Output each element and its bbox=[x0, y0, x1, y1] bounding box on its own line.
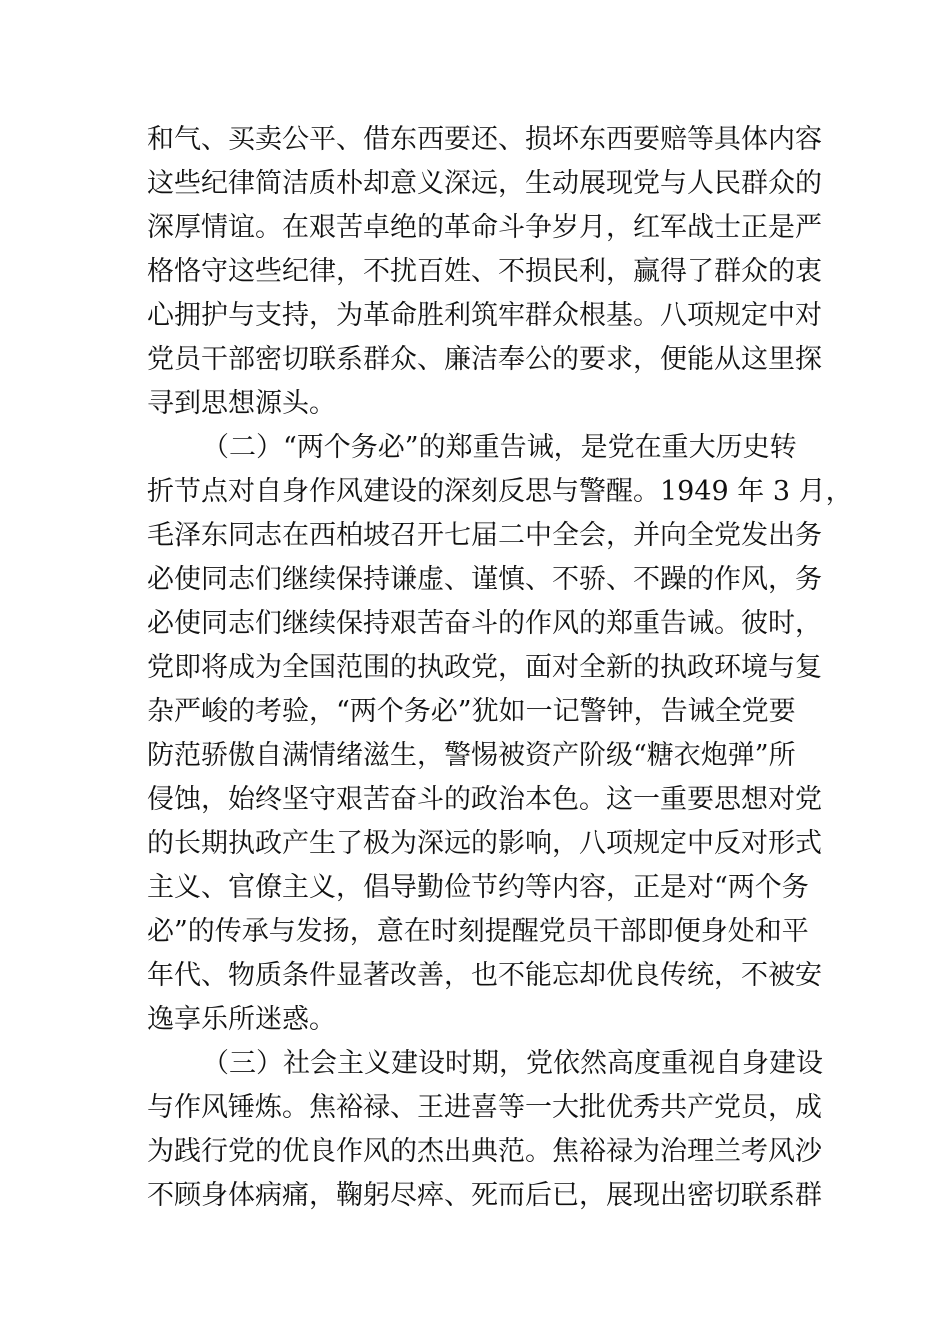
text-line: 主义、官僚主义，倡导勤俭节约等内容，正是对“两个务 bbox=[147, 872, 809, 903]
text-line: 防范骄傲自满情绪滋生，警惕被资产阶级“糖衣炮弹”所 bbox=[147, 740, 796, 771]
text-line: 年代、物质条件显著改善，也不能忘却优良传统，不被安 bbox=[147, 960, 822, 991]
paragraph-first-line: （二）“两个务必”的郑重告诫，是党在重大历史转 bbox=[202, 432, 797, 463]
text-line: 和气、买卖公平、借东西要还、损坏东西要赔等具体内容 bbox=[147, 124, 822, 155]
text-line: 杂严峻的考验，“两个务必”犹如一记警钟，告诫全党要 bbox=[147, 696, 796, 727]
text-line: 逸享乐所迷惑。 bbox=[147, 1004, 336, 1035]
text-line: 侵蚀，始终坚守艰苦奋斗的政治本色。这一重要思想对党 bbox=[147, 784, 822, 815]
text-line: 毛泽东同志在西柏坡召开七届二中全会，并向全党发出务 bbox=[147, 520, 822, 551]
text-line: 心拥护与支持，为革命胜利筑牢群众根基。八项规定中对 bbox=[147, 300, 822, 331]
text-line: 与作风锤炼。焦裕禄、王进喜等一大批优秀共产党员，成 bbox=[147, 1092, 822, 1123]
text-line: 必”的传承与发扬，意在时刻提醒党员干部即便身处和平 bbox=[147, 916, 809, 947]
text-line: 党即将成为全国范围的执政党，面对全新的执政环境与复 bbox=[147, 652, 822, 683]
text-line: 格恪守这些纪律，不扰百姓、不损民利，赢得了群众的衷 bbox=[147, 256, 822, 287]
text-line: 不顾身体病痛，鞠躬尽瘁、死而后已，展现出密切联系群 bbox=[147, 1180, 822, 1211]
text-line: 必使同志们继续保持艰苦奋斗的作风的郑重告诫。彼时， bbox=[147, 608, 822, 639]
text-line: 党员干部密切联系群众、廉洁奉公的要求，便能从这里探 bbox=[147, 344, 822, 375]
text-line: 寻到思想源头。 bbox=[147, 388, 336, 419]
body-text bbox=[147, 118, 853, 1218]
text-line: 深厚情谊。在艰苦卓绝的革命斗争岁月，红军战士正是严 bbox=[147, 212, 822, 243]
text-line: 折节点对自身作风建设的深刻反思与警醒。1949 年 3 月， bbox=[147, 476, 853, 507]
text-line: 必使同志们继续保持谦虚、谨慎、不骄、不躁的作风，务 bbox=[147, 564, 822, 595]
text-line: 这些纪律简洁质朴却意义深远，生动展现党与人民群众的 bbox=[147, 168, 822, 199]
paragraph-first-line: （三）社会主义建设时期，党依然高度重视自身建设 bbox=[202, 1048, 823, 1079]
text-line: 为践行党的优良作风的杰出典范。焦裕禄为治理兰考风沙 bbox=[147, 1136, 822, 1167]
text-line: 的长期执政产生了极为深远的影响，八项规定中反对形式 bbox=[147, 828, 822, 859]
